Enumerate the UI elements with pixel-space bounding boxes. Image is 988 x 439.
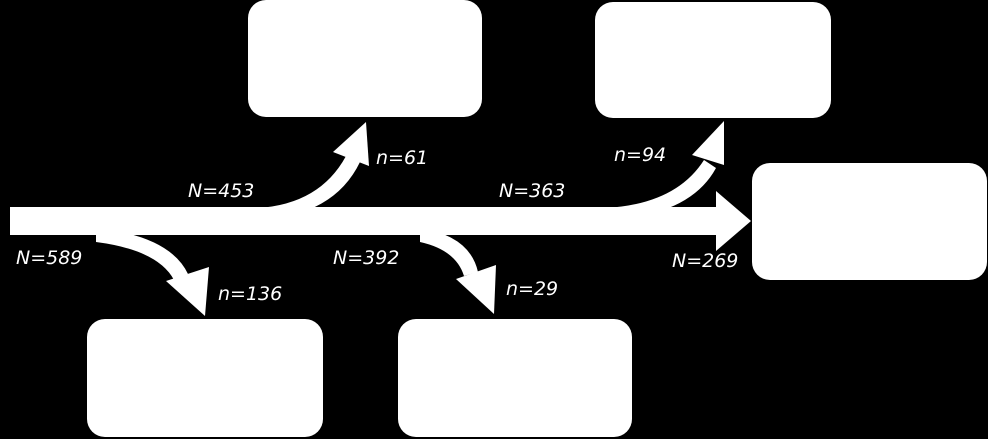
label-branch-down-1: n=136 (218, 283, 283, 305)
label-branch-up-2: n=94 (614, 144, 667, 166)
label-branch-up-1: n=61 (376, 147, 429, 169)
label-final-total: N=269 (672, 250, 739, 272)
branch-up-2-head (692, 121, 724, 165)
main-arrow-head (716, 191, 751, 251)
label-start-total: N=589 (16, 247, 83, 269)
label-after-first-branch: N=453 (188, 180, 255, 202)
label-after-third-branch: N=363 (499, 180, 566, 202)
label-branch-down-2: n=29 (506, 278, 559, 300)
branch-down-2-head (456, 265, 496, 314)
branch-down-1-curve (96, 228, 188, 280)
label-after-second-branch: N=392 (333, 247, 400, 269)
branch-down-2-curve (420, 228, 478, 276)
